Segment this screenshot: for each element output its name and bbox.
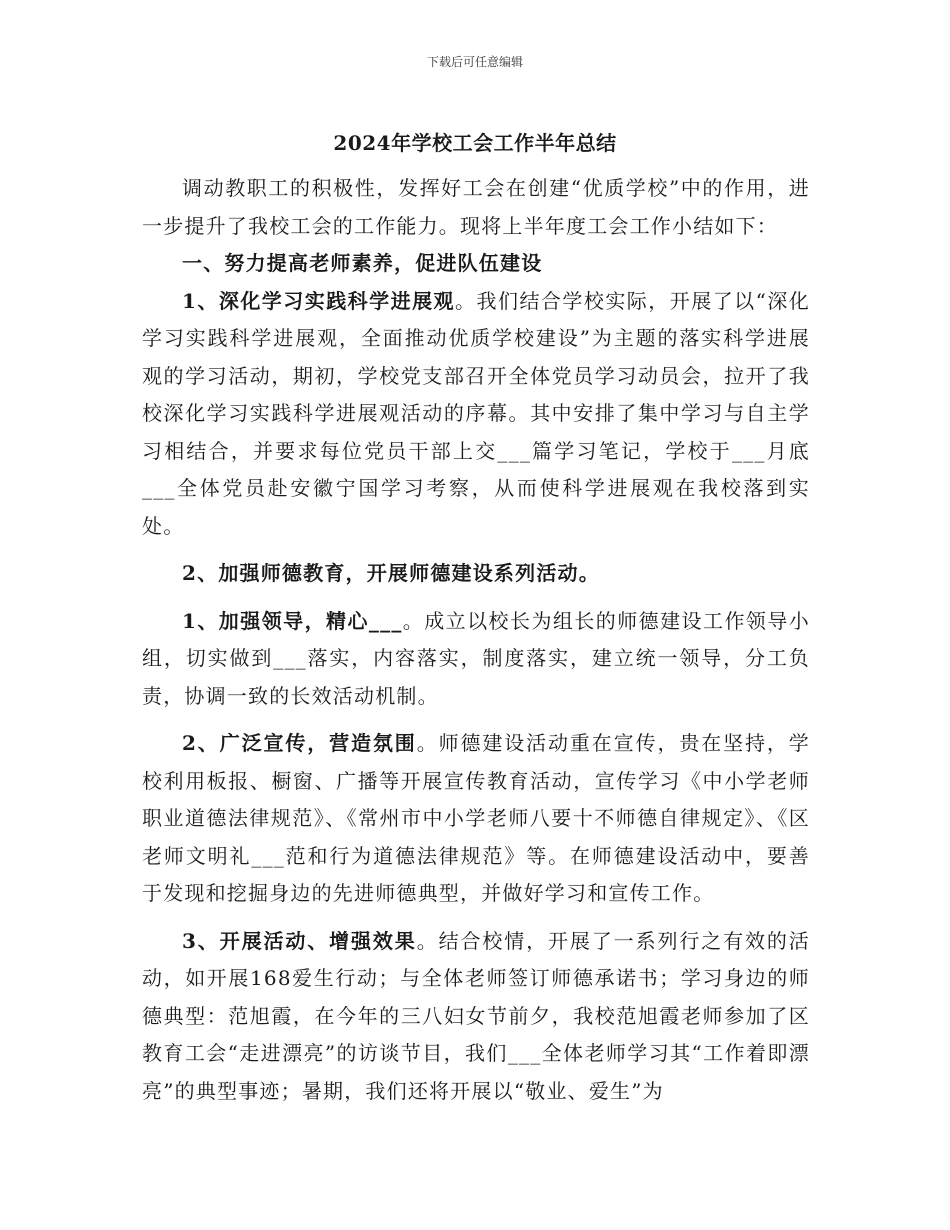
paragraph-activities bbox=[142, 923, 810, 1111]
paragraph-lead: 一、努力提高老师素养，促进队伍建设 bbox=[182, 251, 543, 275]
paragraph-leadership bbox=[142, 603, 810, 716]
paragraph-lead: 1、加强领导，精心___ bbox=[182, 608, 403, 633]
paragraph-text: 。结合校情，开展了一系列行之有效的活动，如开展168爱生行动；与全体老师签订师德承诺书；学习身边的师德典型：范旭霞，在今年的三八妇女节前夕，我校范旭霞老师参加了区教育工会“走进漂亮”的访谈节目，我们___全体老师学习其“工作着即漂亮”的典型事迹；暑期，我们还将开展以“敬业、爱生”为 bbox=[142, 928, 810, 1103]
document-title: 2024年学校工会工作半年总结 bbox=[333, 131, 617, 155]
paragraph-lead: 2、广泛宣传，营造氛围 bbox=[182, 731, 417, 755]
paragraph-lead: 1、深化学习实践科学进展观 bbox=[182, 288, 456, 313]
section-heading-2 bbox=[142, 555, 810, 593]
paragraph-text: 。成立以校长为组长的师德建设工作领导小组，切实做到___落实，内容落实，制度落实，建立统一领导，分工负责，协调一致的长效活动机制。 bbox=[142, 608, 810, 708]
paragraph-lead: 2、加强师德教育，开展师德建设系列活动。 bbox=[182, 561, 600, 585]
paragraph-text: 。师德建设活动重在宣传，贵在坚持，学校利用板报、橱窗、广播等开展宣传教育活动，宣传学习《中小学老师职业道德法律规范》、《常州市中小学老师八要十不师德自律规定》、《区老师文明礼___范和行为道德法律规范》等。在师德建设活动中，要善于发现和挖掘身边的先进师德典型，并做好学习和宣传工作。 bbox=[142, 731, 810, 905]
paragraph-text: 调动教职工的积极性，发挥好工会在创建“优质学校”中的作用，进一步提升了我校工会的工作能力。现将上半年度工会工作小结如下： bbox=[142, 176, 810, 238]
paragraph-lead: 3、开展活动、增强效果 bbox=[182, 928, 417, 953]
paragraph-text: 。我们结合学校实际，开展了以“深化学习实践科学进展观，全面推动优质学校建设”为主题的落实科学进展观的学习活动，期初，学校党支部召开全体党员学习动员会，拉开了我校深化学习实践科学进展观活动的序幕。其中安排了集中学习与自主学习相结合，并要求每位党员干部上交___篇学习笔记，学校于___月底___全体党员赴安徽宁国学习考察，从而使科学进展观在我校落到实处。 bbox=[142, 288, 810, 538]
paragraph-intro bbox=[142, 170, 810, 245]
section-heading-1 bbox=[142, 245, 810, 283]
document-body bbox=[142, 170, 810, 1110]
paragraph-study bbox=[142, 283, 810, 546]
page-header: 下载后可任意编辑 bbox=[426, 55, 523, 69]
paragraph-publicity bbox=[142, 725, 810, 913]
